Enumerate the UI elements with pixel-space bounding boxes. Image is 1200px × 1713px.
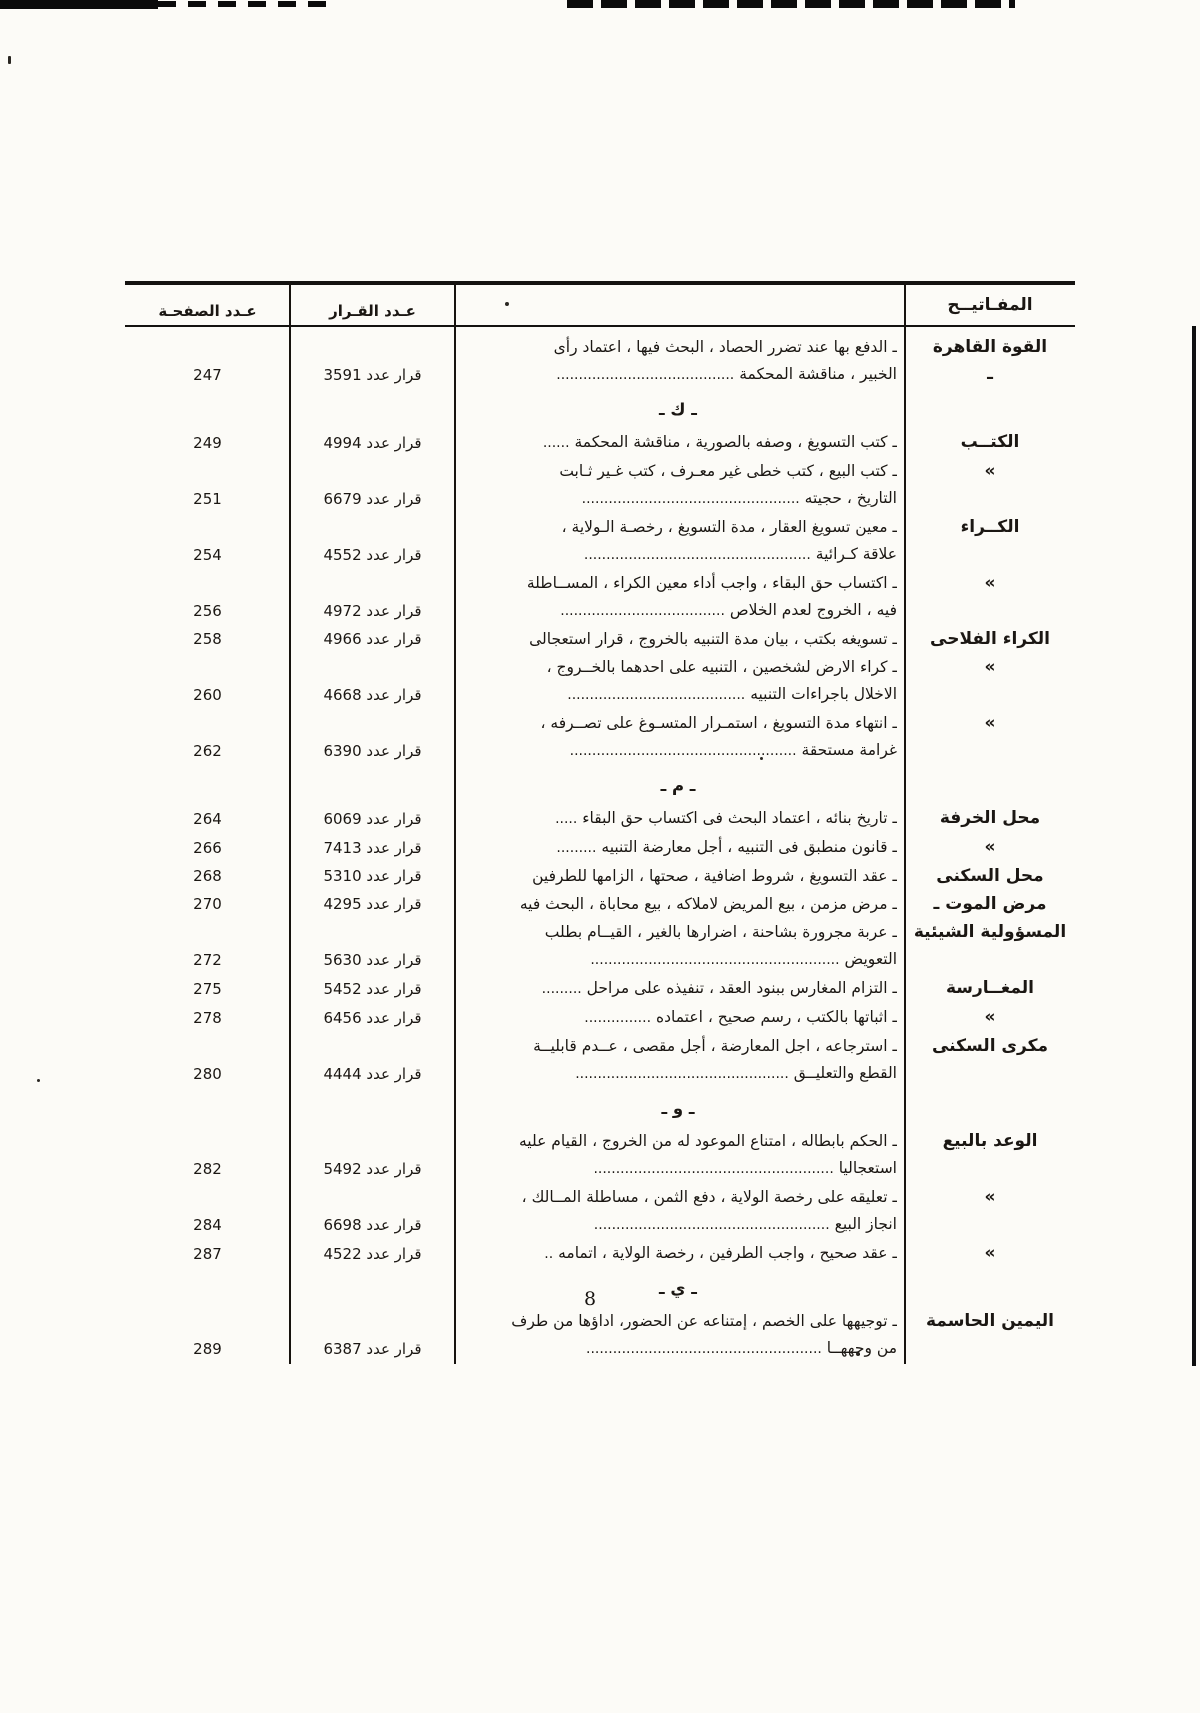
entry-keyword-cell (905, 1004, 1075, 1032)
dot-leader: ........................................ (556, 367, 735, 383)
entry-subject-cell (455, 1308, 905, 1363)
page-ref: 266 (193, 839, 222, 857)
entry-page-cell (125, 1241, 290, 1268)
page-ref: 278 (193, 1009, 222, 1027)
entry-page-cell (125, 738, 290, 765)
entry-subject-line: التعويض ........................................................ (590, 950, 897, 968)
entry-keyword: الكتــب (960, 432, 1020, 452)
entry-keyword-cell (905, 654, 1075, 709)
index-entry-row (125, 919, 1075, 974)
column-divider (904, 281, 906, 1364)
scan-speck (37, 1079, 40, 1082)
index-entry-row (125, 626, 1075, 653)
page-ref: 247 (193, 366, 222, 384)
entry-keyword: » (984, 1243, 996, 1263)
scan-artifact-dashes (567, 0, 1015, 8)
entry-subject-cell (455, 1004, 905, 1032)
dot-leader: ......... (541, 981, 582, 997)
dot-leader: ................................................. (581, 491, 800, 507)
entry-subject-line: الخبير ، مناقشة المحكمة ........................................ (556, 365, 897, 383)
entry-keyword: القوة القاهرة (932, 337, 1048, 357)
entry-keyword: اليمين الحاسمة (926, 1311, 1054, 1331)
entry-subject-cell (455, 1033, 905, 1088)
dot-leader: ...... (542, 435, 570, 451)
entry-keyword: » (984, 461, 996, 481)
decision-number: قرار عدد 6387 (323, 1340, 422, 1358)
entry-decision-cell (290, 1005, 455, 1032)
index-entry-row (125, 1033, 1075, 1088)
entry-keyword-cell (905, 1128, 1075, 1183)
entry-subject-line: التاريخ ، حجيته ................................................. (581, 489, 897, 507)
entry-subject-line: من وجههــا ..................................................... (586, 1339, 897, 1357)
entry-subject-cell (455, 975, 905, 1003)
section-separator-label: ـ و ـ (661, 1099, 695, 1118)
entry-decision-cell (290, 947, 455, 974)
column-divider (454, 281, 456, 1364)
entry-keyword-cell (905, 1184, 1075, 1239)
dot-leader: ..................................................... (586, 1341, 822, 1357)
entry-decision-cell (290, 1156, 455, 1183)
entry-keyword-cell (905, 334, 1075, 389)
decision-number: قرار عدد 5492 (323, 1160, 422, 1178)
entry-page-cell (125, 1212, 290, 1239)
entry-keyword-cell (905, 458, 1075, 513)
entry-page-cell (125, 1005, 290, 1032)
page-ref: 262 (193, 742, 222, 760)
entry-subject-cell (455, 458, 905, 513)
entry-page-cell (125, 486, 290, 513)
page-ref: 282 (193, 1160, 222, 1178)
entry-subject-cell (455, 710, 905, 765)
decision-number: قرار عدد 5310 (323, 867, 422, 885)
entry-subject-cell (455, 626, 905, 653)
entry-page-cell (125, 626, 290, 653)
index-entry-row (125, 891, 1075, 918)
entry-subject-cell (455, 429, 905, 457)
entry-keyword: محل السكنى (936, 866, 1044, 886)
entry-page-cell (125, 542, 290, 569)
entry-page-cell (125, 362, 290, 389)
entry-page-cell (125, 947, 290, 974)
entry-keyword-cell (905, 710, 1075, 765)
entry-page-cell (125, 1156, 290, 1183)
entry-decision-cell (290, 1336, 455, 1363)
decision-number: قرار عدد 4668 (323, 686, 422, 704)
entry-page-cell (125, 1336, 290, 1363)
index-entry-row (125, 654, 1075, 709)
column-header-decision: عـدد القـرار (329, 302, 416, 320)
entry-page-cell (125, 806, 290, 833)
page-ref: 270 (193, 895, 222, 913)
entry-subject-line: القطع والتعليــق ................................................ (575, 1064, 897, 1082)
scan-artifact-bar (0, 0, 158, 9)
entry-page-cell (125, 1061, 290, 1088)
index-entry-row (125, 458, 1075, 513)
entry-subject-line: ـ تاريخ بنائه ، اعتماد البحث فى اكتساب حق البقاء ..... (555, 809, 897, 827)
entry-subject-cell (455, 570, 905, 625)
table-body (125, 327, 1075, 1363)
entry-subject-cell (455, 805, 905, 833)
entry-subject-line: استعجاليا ...................................................... (593, 1159, 897, 1177)
decision-number: قرار عدد 4522 (323, 1245, 422, 1263)
dot-leader: ............... (584, 1010, 652, 1026)
entry-decision-cell (290, 682, 455, 709)
entry-decision-cell (290, 863, 455, 890)
entry-page-cell (125, 976, 290, 1003)
decision-number: قرار عدد 6456 (323, 1009, 422, 1027)
entry-keyword-cell (905, 1033, 1075, 1088)
entry-keyword: محل الخرفة (939, 808, 1041, 828)
entry-keyword: » (984, 1187, 996, 1207)
entry-subject-line: ـ الحكم بابطاله ، امتناع الموعود له من الخروج ، القيام عليه (518, 1132, 897, 1150)
page-ref: 284 (193, 1216, 222, 1234)
index-entry-row (125, 514, 1075, 569)
section-separator-label: ـ ك ـ (659, 400, 697, 419)
index-entry-row (125, 1308, 1075, 1363)
dot-leader: ...................................................... (593, 1161, 834, 1177)
dot-leader: ..................................... (560, 603, 725, 619)
entry-subject-line: ـ عربة مجرورة بشاحنة ، اضرارها بالغير ، القيــام بطلب (544, 923, 897, 941)
page-ref: 275 (193, 980, 222, 998)
entry-page-cell (125, 835, 290, 862)
entry-keyword-cell (905, 626, 1075, 653)
page-ref: 280 (193, 1065, 222, 1083)
entry-subject-line: ـ عقد صحيح ، واجب الطرفين ، رخصة الولاية ، اتمامه .. (544, 1244, 897, 1262)
entry-keyword: الوعد بالبيع (942, 1131, 1038, 1151)
entry-page-cell (125, 598, 290, 625)
entry-subject-line: ـ كتب التسويغ ، وصفه بالصورية ، مناقشة المحكمة ...... (542, 433, 897, 451)
decision-number: قرار عدد 5630 (323, 951, 422, 969)
entry-subject-line: ـ استرجاعه ، اجل المعارضة ، أجل مقصى ، عــدم قابليــة (533, 1037, 897, 1055)
dot-leader: ..................................................... (593, 1217, 830, 1233)
page-ref: 258 (193, 630, 222, 648)
entry-decision-cell (290, 542, 455, 569)
scan-speck (8, 56, 11, 64)
dot-leader: ................................................ (575, 1066, 789, 1082)
entry-subject-line: فيه ، الخروج لعدم الخلاص ..................................... (560, 601, 897, 619)
index-entry-row (125, 1240, 1075, 1268)
index-entry-row (125, 1004, 1075, 1032)
scan-artifact-edge (1192, 326, 1196, 1366)
index-entry-row (125, 975, 1075, 1003)
entry-subject-cell (455, 1128, 905, 1183)
entry-decision-cell (290, 1212, 455, 1239)
index-entry-row (125, 570, 1075, 625)
entry-decision-cell (290, 891, 455, 918)
decision-number: قرار عدد 4972 (323, 602, 422, 620)
index-table (125, 281, 1075, 1364)
entry-decision-cell (290, 1241, 455, 1268)
column-header-subject-blank (455, 292, 905, 318)
entry-keyword-cell (905, 834, 1075, 862)
entry-page-cell (125, 430, 290, 457)
entry-subject-line: ـ عقد التسويغ ، شروط اضافية ، صحتها ، الزامها للطرفين (532, 867, 897, 885)
index-entry-row (125, 334, 1075, 389)
entry-subject-line: ـ الدفع بها عند تضرر الحصاد ، البحث فيها ، اعتماد رأى (553, 338, 897, 356)
entry-subject-cell (455, 654, 905, 709)
entry-subject-line: ـ اكتساب حق البقاء ، واجب أداء معين الكراء ، المســاطلة (526, 574, 897, 592)
decision-number: قرار عدد 6390 (323, 742, 422, 760)
entry-page-cell (125, 682, 290, 709)
entry-keyword: » (984, 573, 996, 593)
page-ref: 264 (193, 810, 222, 828)
dot-leader: ..... (555, 811, 578, 827)
entry-subject-line: ـ كراء الارض لشخصين ، التنبيه على احدهما بالخــروج ، (546, 658, 897, 676)
entry-keyword-cell (905, 975, 1075, 1003)
entry-decision-cell (290, 430, 455, 457)
entry-keyword: المسؤولية الشيئية (913, 922, 1067, 942)
entry-keyword-cell (905, 429, 1075, 457)
entry-subject-line: علاقة كـرائية ................................................... (583, 545, 897, 563)
entry-subject-cell (455, 834, 905, 862)
index-entry-row (125, 834, 1075, 862)
index-entry-row (125, 1128, 1075, 1183)
entry-subject-line: ـ معين تسويغ العقار ، مدة التسويغ ، رخصـة الـولاية ، (561, 518, 897, 536)
index-entry-row (125, 863, 1075, 890)
decision-number: قرار عدد 4966 (323, 630, 422, 648)
decision-number: قرار عدد 4994 (323, 434, 422, 452)
index-entry-row (125, 805, 1075, 833)
decision-number: قرار عدد 3591 (323, 366, 422, 384)
section-separator-row (125, 397, 1075, 423)
entry-subject-line: ـ تسويغه بكتب ، بيان مدة التنبيه بالخروج ، قرار استعجالى (529, 630, 897, 648)
section-separator-label: ـ م ـ (660, 776, 696, 795)
entry-keyword: مرض الموت ـ (933, 894, 1047, 914)
dot-leader: ........................................ (567, 687, 746, 703)
decision-number: قرار عدد 6069 (323, 810, 422, 828)
entry-keyword-cell (905, 805, 1075, 833)
entry-keyword-dash: ـ (987, 364, 993, 384)
entry-decision-cell (290, 806, 455, 833)
decision-number: قرار عدد 4295 (323, 895, 422, 913)
entry-decision-cell (290, 598, 455, 625)
entry-keyword-cell (905, 1308, 1075, 1363)
entry-decision-cell (290, 626, 455, 653)
entry-subject-line: غرامة مستحقة ................................................... (569, 741, 897, 759)
entry-subject-line: الاخلال باجراءات التنبيه ........................................ (567, 685, 897, 703)
entry-subject-line: ـ توجيهها على الخصم ، إمتناعه عن الحضور، اداؤها من طرف (511, 1312, 897, 1330)
entry-keyword-cell (905, 1240, 1075, 1268)
entry-decision-cell (290, 486, 455, 513)
entry-keyword-cell (905, 863, 1075, 890)
entry-decision-cell (290, 362, 455, 389)
decision-number: قرار عدد 4444 (323, 1065, 422, 1083)
entry-keyword: المغــارسة (945, 978, 1035, 998)
section-separator-row (125, 773, 1075, 799)
entry-page-cell (125, 863, 290, 890)
page-ref: 289 (193, 1340, 222, 1358)
entry-keyword: » (984, 1007, 996, 1027)
dot-leader: ................................................... (583, 547, 811, 563)
entry-subject-cell (455, 919, 905, 974)
decision-number: قرار عدد 6698 (323, 1216, 422, 1234)
entry-subject-line: ـ انتهاء مدة التسويغ ، استمـرار المتسـوغ على تصــرفه ، (540, 714, 897, 732)
column-header-keys: المفـاتيــح (947, 294, 1033, 315)
page-ref: 256 (193, 602, 222, 620)
index-entry-row (125, 429, 1075, 457)
entry-keyword: » (984, 713, 996, 733)
entry-keyword-cell (905, 570, 1075, 625)
entry-subject-line: انجاز البيع ..................................................... (593, 1215, 897, 1233)
entry-keyword-cell (905, 514, 1075, 569)
entry-subject-cell (455, 863, 905, 890)
page-ref: 249 (193, 434, 222, 452)
entry-subject-line: ـ كتب البيع ، كتب خطى غير معـرف ، كتب غـير ثـابت (559, 462, 897, 480)
entry-subject-line: ـ التزام المغارس ببنود العقد ، تنفيذه على مراحل ......... (541, 979, 897, 997)
entry-keyword-cell (905, 891, 1075, 918)
dot-leader: ................................................... (569, 743, 797, 759)
dot-leader: ......... (556, 840, 597, 856)
entry-subject-line: ـ تعليقه على رخصة الولاية ، دفع الثمن ، مساطلة المــالك ، (521, 1188, 897, 1206)
entry-keyword: الكــراء (960, 517, 1020, 537)
entry-subject-cell (455, 891, 905, 918)
entry-keyword-cell (905, 919, 1075, 974)
entry-keyword: » (984, 657, 996, 677)
entry-subject-cell (455, 514, 905, 569)
section-separator-row (125, 1096, 1075, 1122)
entry-page-cell (125, 891, 290, 918)
page-number: 8 (583, 1288, 597, 1310)
page-ref: 251 (193, 490, 222, 508)
decision-number: قرار عدد 6679 (323, 490, 422, 508)
entry-subject-line: ـ قانون منطبق فى التنبيه ، أجل معارضة التنبيه ......... (556, 838, 897, 856)
entry-keyword: الكراء الفلاحى (930, 629, 1050, 649)
column-divider (289, 281, 291, 1364)
column-header-page: عـدد الصفحـة (158, 302, 257, 320)
page-ref: 254 (193, 546, 222, 564)
entry-subject-cell (455, 1184, 905, 1239)
dot-leader: .. (544, 1246, 554, 1262)
scan-artifact-dashes (158, 1, 336, 7)
dot-leader: ........................................................ (590, 952, 840, 968)
entry-keyword: » (984, 837, 996, 857)
entry-decision-cell (290, 1061, 455, 1088)
page-ref: 272 (193, 951, 222, 969)
entry-keyword: مكرى السكنى (931, 1036, 1049, 1056)
entry-decision-cell (290, 738, 455, 765)
entry-subject-line: ـ اثباتها بالكتب ، رسم صحيح ، اعتماده ............... (584, 1008, 897, 1026)
section-separator-label: ـ ي ـ (659, 1279, 697, 1298)
entry-subject-cell (455, 1240, 905, 1268)
entry-subject-line: ـ مرض مزمن ، بيع المريض لاملاكه ، بيع محاباة ، البحث فيه (519, 895, 897, 913)
page-ref: 287 (193, 1245, 222, 1263)
index-entry-row (125, 1184, 1075, 1239)
decision-number: قرار عدد 5452 (323, 980, 422, 998)
entry-decision-cell (290, 976, 455, 1003)
entry-decision-cell (290, 835, 455, 862)
table-header-row (125, 281, 1075, 327)
page-ref: 260 (193, 686, 222, 704)
entry-subject-cell (455, 334, 905, 389)
decision-number: قرار عدد 4552 (323, 546, 422, 564)
decision-number: قرار عدد 7413 (323, 839, 422, 857)
page-ref: 268 (193, 867, 222, 885)
index-entry-row (125, 710, 1075, 765)
